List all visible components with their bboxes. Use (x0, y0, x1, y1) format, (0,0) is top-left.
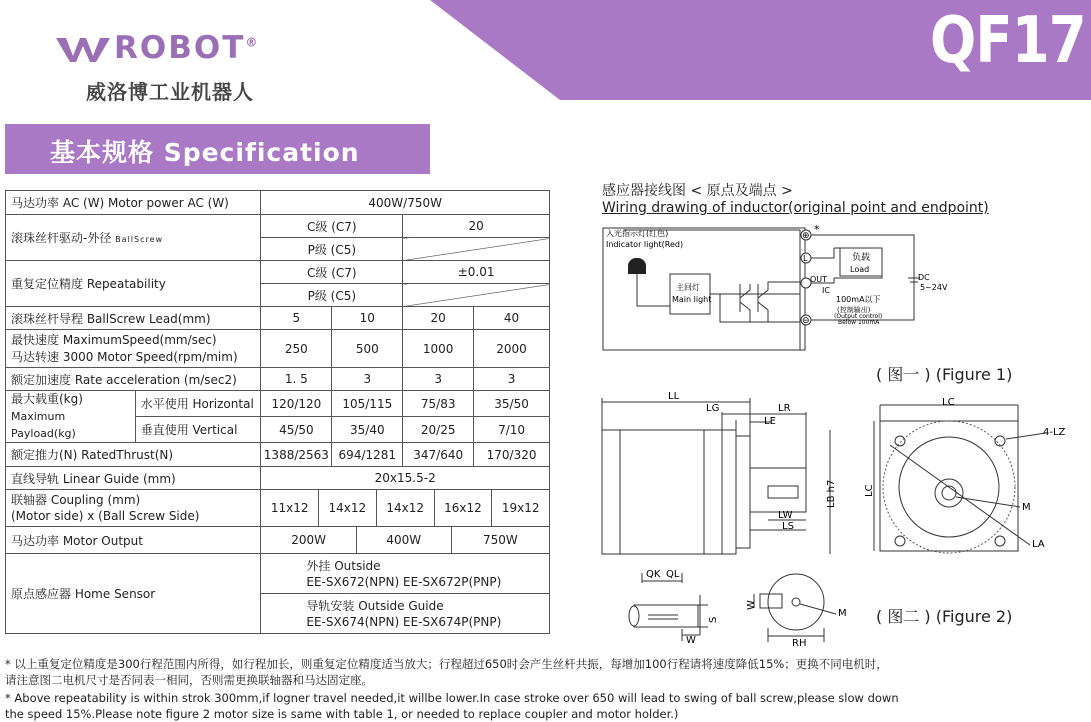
svg-text:(Output control): (Output control) (834, 313, 883, 320)
svg-text:主回灯: 主回灯 (676, 283, 700, 292)
svg-text:LE: LE (764, 416, 776, 427)
svg-text:Main light: Main light (672, 295, 712, 304)
svg-text:RH: RH (792, 638, 807, 649)
svg-text:DC: DC (918, 273, 930, 282)
note-cn-line1: * 以上重复定位精度是300行程范围内所得，如行程加长，则重复定位精度适当放大；行程超过650时会产生丝杆共振，每增加100行程请将速度降低15%；更换不同电机时， (5, 657, 888, 671)
svg-text:LB h7: LB h7 (826, 479, 837, 508)
svg-text:⊕: ⊕ (802, 231, 810, 241)
svg-text:W: W (746, 600, 757, 610)
row-thrust: 额定推力(N) RatedThrust(N) 1388/2563 694/1281 347/640 170/320 (6, 443, 550, 467)
figure1-caption: ( 图一 ) (Figure 1) (876, 365, 1013, 384)
row-guide: 直线导轨 Linear Guide (mm) 20x15.5-2 (6, 467, 550, 490)
transistor1-icon (740, 284, 750, 322)
spec-title: 基本规格 Specification (50, 138, 360, 167)
svg-text:Load: Load (850, 265, 870, 274)
spec-table (5, 190, 550, 634)
figure1-side-view (598, 390, 868, 560)
svg-text:负载: 负载 (852, 253, 871, 263)
svg-text:QL: QL (666, 569, 680, 580)
bolt-hole-icon (895, 536, 905, 546)
figure2-shaft-end (740, 570, 860, 650)
wiring-title-en: Wiring drawing of inductor(original point and endpoint) (602, 200, 989, 216)
svg-text:S: S (708, 616, 719, 623)
svg-text:5~24V: 5~24V (920, 283, 948, 292)
figure2-shaft-detail (620, 565, 719, 646)
svg-text:(控制输出): (控制输出) (837, 306, 871, 314)
svg-text:W: W (686, 635, 696, 646)
wiring-diagram (600, 222, 948, 354)
svg-text:QK: QK (646, 569, 661, 580)
svg-text:LR: LR (778, 403, 791, 414)
row-lead: 滚珠丝杆导程 BallScrew Lead(mm) 5 10 20 40 (6, 307, 550, 330)
transistor2-icon (758, 282, 800, 322)
model-number: QF17 (930, 4, 1086, 78)
svg-text:OUT: OUT (810, 275, 828, 284)
svg-text:Below 100mA: Below 100mA (838, 319, 880, 326)
row-sensor-outside: 原点感应器 Home Sensor 外挂 Outside EE-SX672(NPN) EE-SX672P(PNP) (6, 554, 550, 594)
svg-text:LC: LC (942, 397, 955, 408)
note-cn-line2: 请注意图二电机尺寸是否同表一相同，否则需更换联轴器和马达固定座。 (5, 673, 373, 687)
svg-text:LW: LW (778, 510, 793, 521)
svg-text:100mA以下: 100mA以下 (836, 295, 881, 304)
brand-name: ROBOT® (114, 30, 260, 66)
svg-text:⊖: ⊖ (802, 316, 810, 326)
bolt-hole-icon (995, 536, 1005, 546)
row-output: 马达功率 Motor Output 200W 400W 750W (6, 527, 550, 554)
footnotes (5, 656, 1075, 722)
svg-text:4-LZ: 4-LZ (1043, 427, 1066, 438)
company-name-cn: 威洛博工业机器人 (86, 80, 254, 104)
row-coupling: 联轴器 Coupling (mm) (Motor side) x (Ball Screw Side) 11x12 14x12 14x12 16x12 19x12 (6, 490, 550, 527)
row-repeat-p: P级 (C5) (6, 284, 550, 307)
svg-text:IC: IC (822, 286, 830, 295)
svg-text:LC: LC (864, 484, 875, 497)
svg-text:LA: LA (1032, 539, 1045, 550)
svg-text:M: M (838, 608, 847, 619)
wiring-title-cn: 感应器接线图 < 原点及端点 > (602, 183, 793, 199)
bolt-hole-icon (895, 436, 905, 446)
note-en-line2: the speed 15%.Please note figure 2 motor size is same with table 1, or needed to replace coupler and motor holder.) (5, 707, 679, 721)
row-payload-h: 最大载重(kg) Maximum Payload(kg) 水平使用 Horizontal 120/120 105/115 75/83 35/50 (6, 391, 550, 417)
row-sensor-guide: 导轨安装 Outside Guide EE-SX674(NPN) EE-SX674P(PNP) (6, 594, 550, 634)
svg-text:LL: LL (668, 391, 680, 402)
row-accel: 额定加速度 Rate acceleration (m/sec2) 1. 5 3 3 3 (6, 368, 550, 391)
row-speed: 最快速度 MaximumSpeed(mm/sec) 马达转速 3000 Motor Speed(rpm/mim) 250 500 1000 2000 (6, 330, 550, 368)
figure1-front-view (860, 395, 1075, 560)
indicator-label-cn: 入光指示灯(红色) (606, 229, 669, 238)
row-ballscrew-p: P级 (C5) (6, 238, 550, 261)
svg-text:LG: LG (706, 403, 720, 414)
svg-text:L: L (803, 254, 808, 263)
svg-text:M: M (1022, 502, 1031, 513)
figure2-caption: ( 图二 ) (Figure 2) (876, 607, 1013, 626)
row-payload-v: 垂直使用 Vertical 45/50 35/40 20/25 7/10 (6, 417, 550, 443)
row-motor-power: 马达功率 AC (W) Motor power AC (W) 400W/750W (6, 191, 550, 215)
svg-text:*: * (814, 223, 820, 236)
row-ballscrew-c: 滚珠丝杆驱动-外径 BallScrew C级 (C7) 20 (6, 215, 550, 238)
indicator-label-en: Indicator light(Red) (606, 240, 684, 249)
main-light-box (670, 274, 710, 314)
note-en-line1: * Above repeatability is within strok 300mm,if logner travel needed,it willbe lower.In case stroke over 650 will lead to swing of ball screw,please slow down (5, 691, 899, 705)
row-repeat-c: 重复定位精度 Repeatability C级 (C7) ±0.01 (6, 261, 550, 284)
svg-text:LS: LS (782, 521, 794, 532)
brand-logo-mark (56, 34, 116, 64)
